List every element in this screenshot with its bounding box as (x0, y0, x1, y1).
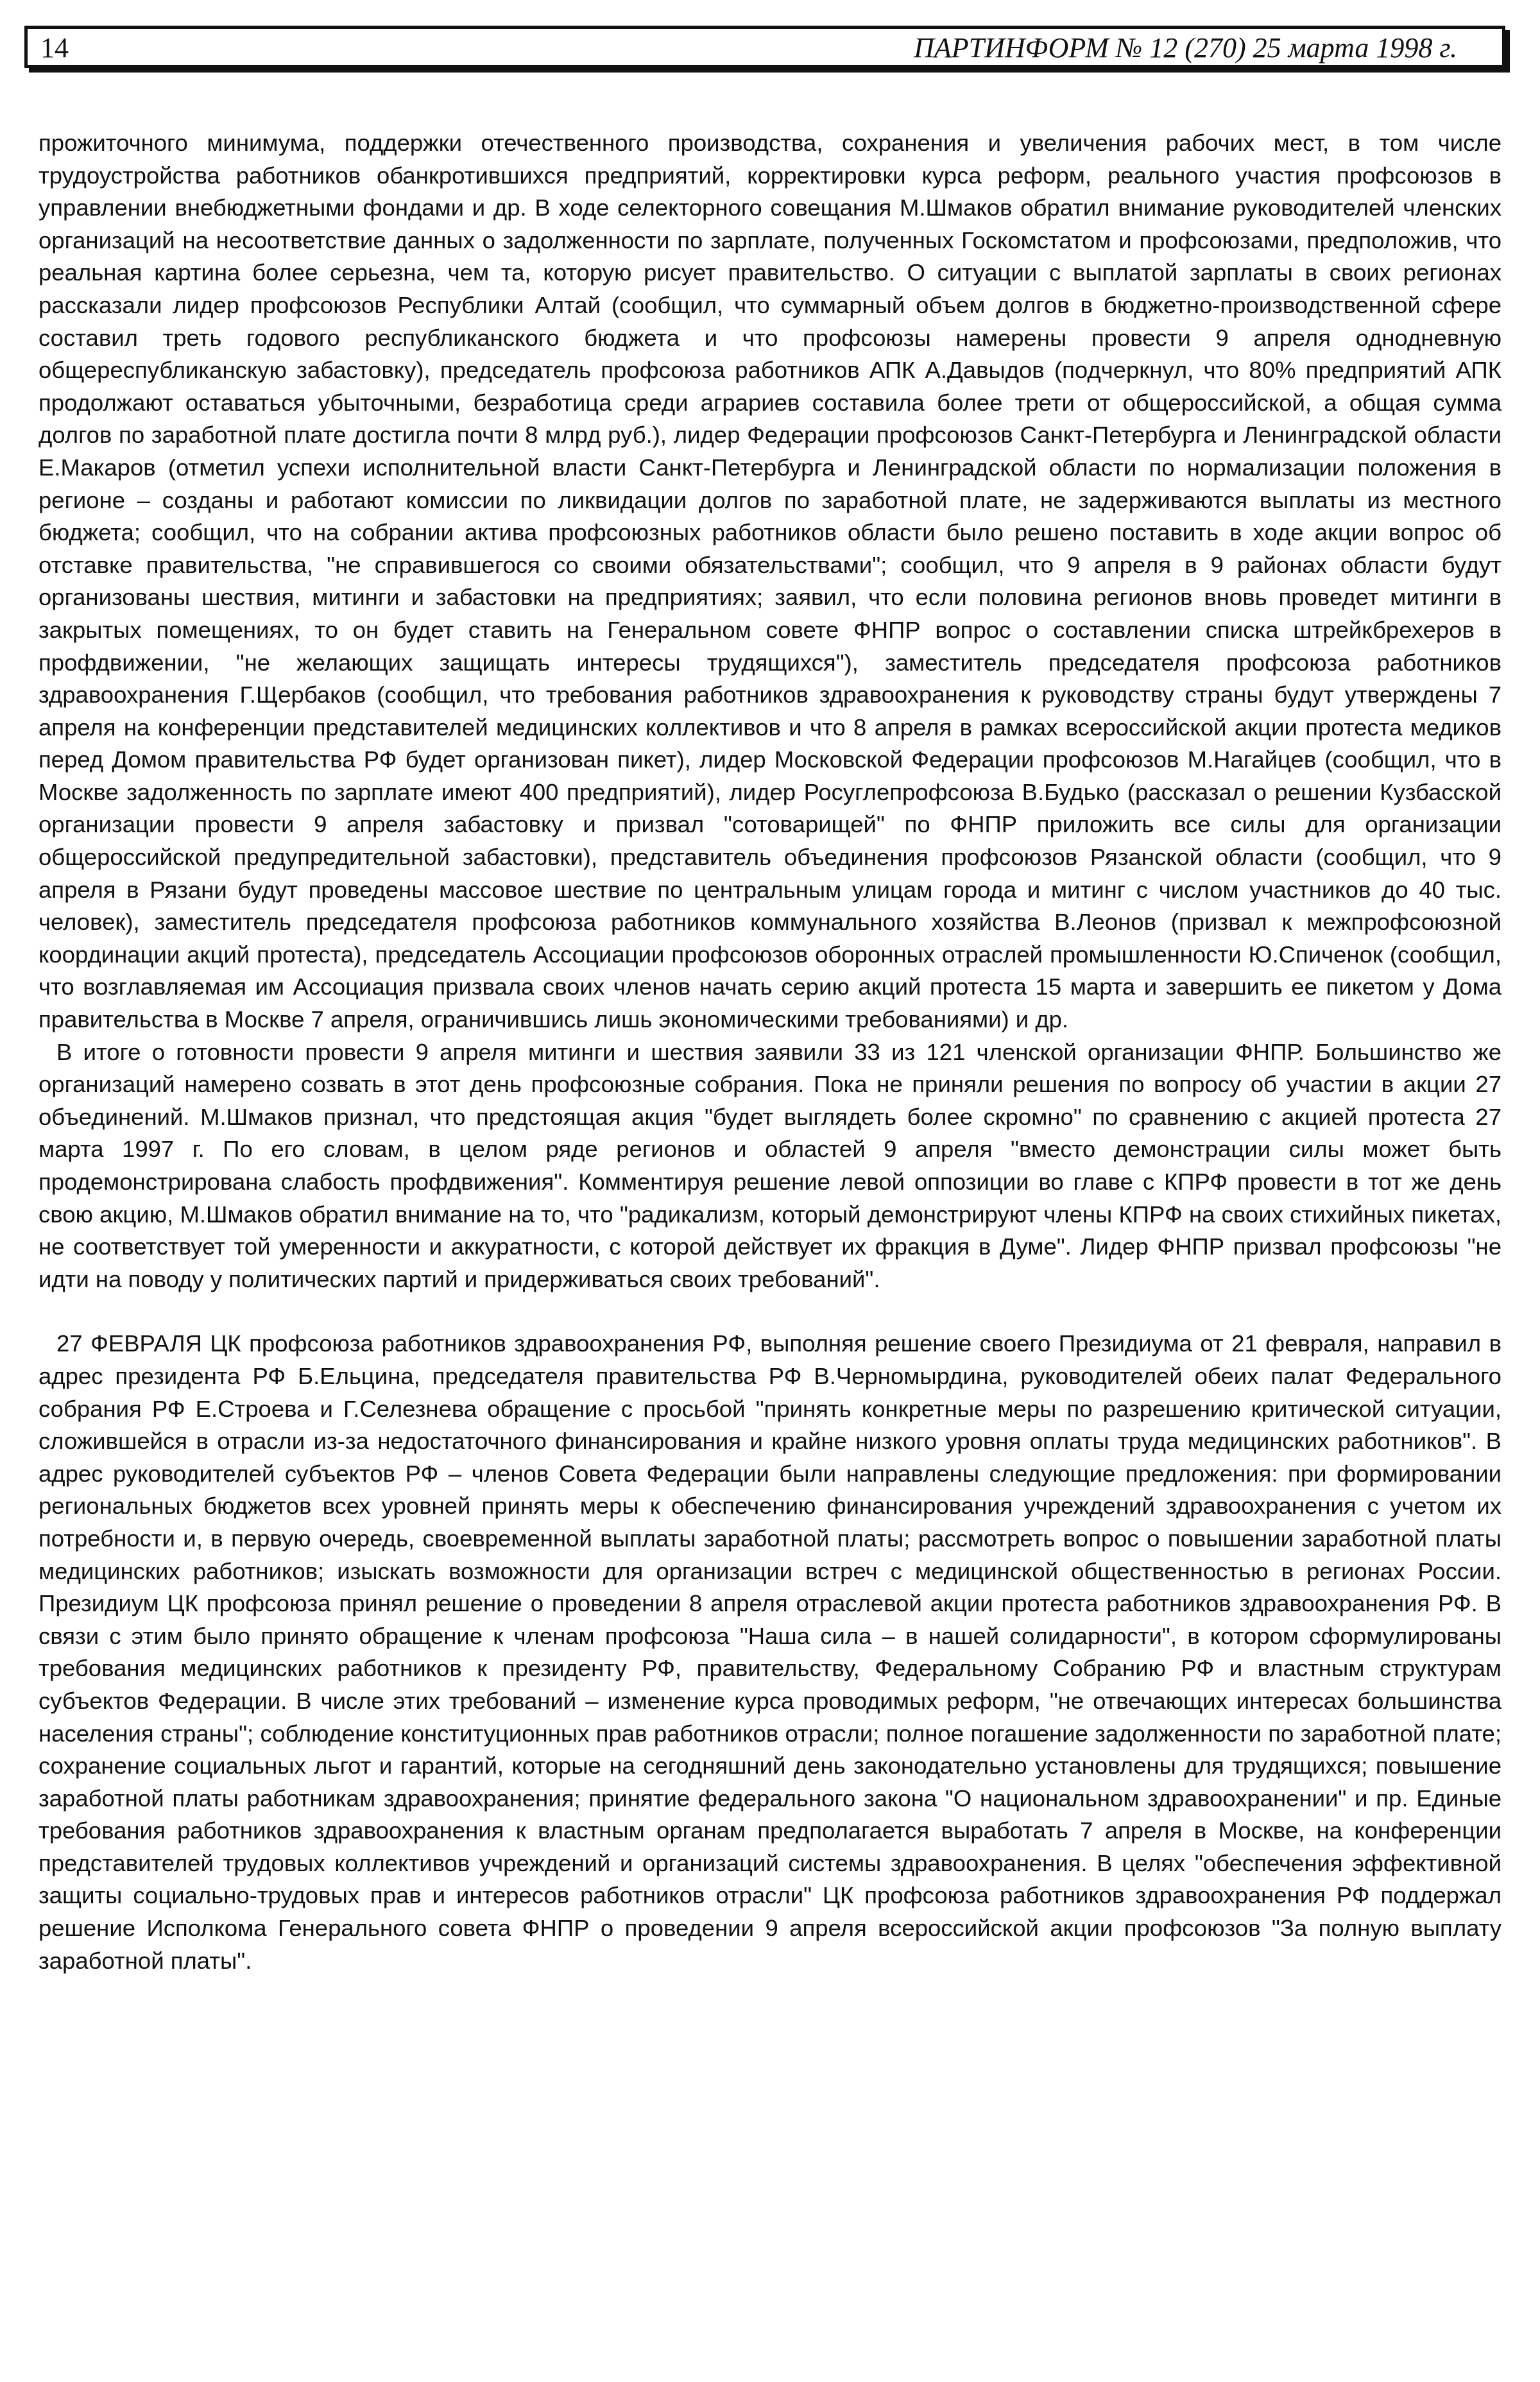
page-number: 14 (40, 32, 69, 64)
paragraph-continuation: прожиточного минимума, поддержки отечественного производства, сохранения и увеличения рабочих мест, в том числе трудоустройства работников обанкротившихся предприятий, корректировки курса реформ, реального участия профсоюзов в управлении внебюджетными фондами и др. В ходе селекторного совещания М.Шмаков обратил внимание руководителей членских организаций на несоответствие данных о задолженности по зарплате, полученных Госкомстатом и профсоюзами, предположив, что реальная картина более серьезна, чем та, которую рисует правительство. О ситуации с выплатой зарплаты в своих регионах рассказали лидер профсоюзов Республики Алтай (сообщил, что суммарный объем долгов в бюджетно-производственной сфере составил треть годового республиканского бюджета и что профсоюзы намерены провести 9 апреля однодневную общереспубликанскую забастовку), председатель профсоюза работников АПК А.Давыдов (подчеркнул, что 80% предприятий АПК продолжают оставаться убыточными, безработица среди аграриев составила более трети от общероссийской, а общая сумма долгов по заработной плате достигла почти 8 млрд руб.), лидер Федерации профсоюзов Санкт-Петербурга и Ленинградской области Е.Макаров (отметил успехи исполнительной власти Санкт-Петербурга и Ленинградской области по нормализации положения в регионе – созданы и работают комиссии по ликвидации долгов по заработной плате, не задерживаются выплаты из местного бюджета; сообщил, что на собрании актива профсоюзных работников области было решено поставить в ходе акции вопрос об отставке правительства, "не справившегося со своими обязательствами"; сообщил, что 9 апреля в 9 районах области будут организованы шествия, митинги и забастовки на предприятиях; заявил, что если половина регионов вновь проведет митинги в закрытых помещениях, то он будет ставить на Генеральном совете ФНПР вопрос о составлении списка штрейкбрехеров в профдвижении, "не желающих защищать интересы трудящихся"), заместитель председателя профсоюза работников здравоохранения Г.Щербаков (сообщил, что требования работников здравоохранения к руководству страны будут утверждены 7 апреля на конференции представителей медицинских коллективов и что 8 апреля в рамках всероссийской акции протеста медиков перед Домом правительства РФ будет организован пикет), лидер Московской Федерации профсоюзов М.Нагайцев (сообщил, что в Москве задолженность по зарплате имеют 400 предприятий), лидер Росуглепрофсоюза В.Будько (рассказал о решении Кузбасской организации провести 9 апреля забастовку и призвал "сотоварищей" по ФНПР приложить все силы для организации общероссийской предупредительной забастовки), представитель объединения профсоюзов Рязанской области (сообщил, что 9 апреля в Рязани будут проведены массовое шествие по центральным улицам города и митинг с числом участников до 40 тыс. человек), заместитель председателя профсоюза работников коммунального хозяйства В.Леонов (призвал к межпрофсоюзной координации акций протеста), председатель Ассоциации профсоюзов оборонных отраслей промышленности Ю.Спиченок (сообщил, что возглавляемая им Ассоциация призвала своих членов начать серию акций протеста 15 марта и завершить ее пикетом у Дома правительства в Москве 7 апреля, ограничившись лишь экономическими требованиями) и др. (38, 130, 1502, 1033)
paragraph-summary: В итоге о готовности провести 9 апреля митинги и шествия заявили 33 из 121 членской организации ФНПР. Большинство же организаций намерено созвать в этот день профсоюзные собрания. Пока не приняли решения по вопросу об участии в акции 27 объединений. М.Шмаков признал, что предстоящая акция "будет выглядеть более скромно" по сравнению с акцией протеста 27 марта 1997 г. По его словам, в целом ряде регионов и областей 9 апреля "вместо демонстрации силы может быть продемонстрирована слабость профдвижения". Комментируя решение левой оппозиции во главе с КПРФ провести в тот же день свою акцию, М.Шмаков обратил внимание на то, что "радикализм, который демонстрируют члены КПРФ на своих стихийных пикетах, не соответствует той умеренности и аккуратности, с которой действует их фракция в Думе". Лидер ФНПР призвал профсоюзы "не идти на поводу у политических партий и придерживаться своих требований". (38, 1038, 1502, 1292)
article-body (38, 127, 1502, 1977)
journal-issue-title: ПАРТИНФОРМ № 12 (270) 25 марта 1998 г. (914, 32, 1457, 64)
paragraph-february-27: 27 ФЕВРАЛЯ ЦК профсоюза работников здравоохранения РФ, выполняя решение своего Президиума от 21 февраля, направил в адрес президента РФ Б.Ельцина, председателя правительства РФ В.Черномырдина, руководителей обеих палат Федерального собрания РФ Е.Строева и Г.Селезнева обращение с просьбой "принять конкретные меры по разрешению критической ситуации, сложившейся в отрасли из-за недостаточного финансирования и крайне низкого уровня оплаты труда медицинских работников". В адрес руководителей субъектов РФ – членов Совета Федерации были направлены следующие предложения: при формировании региональных бюджетов всех уровней принять меры к обеспечению финансирования учреждений здравоохранения с учетом их потребности и, в первую очередь, своевременной выплаты заработной платы; рассмотреть вопрос о повышении заработной платы медицинских работников; изыскать возможности для организации встреч с медицинской общественностью в регионах России. Президиум ЦК профсоюза принял решение о проведении 8 апреля отраслевой акции протеста работников здравоохранения РФ. В связи с этим было принято обращение к членам профсоюза "Наша сила – в нашей солидарности", в котором сформулированы требования медицинских работников к президенту РФ, правительству, Федеральному Собранию РФ и властным структурам субъектов Федерации. В числе этих требований – изменение курса проводимых реформ, "не отвечающих интересах большинства населения страны"; соблюдение конституционных прав работников отрасли; полное погашение задолженности по заработной плате; сохранение социальных льгот и гарантий, которые на сегодняшний день законодательно установлены для трудящихся; повышение заработной платы работникам здравоохранения; принятие федерального закона "О национальном здравоохранении" и пр. Единые требования работников здравоохранения к властным органам предполагается выработать 7 апреля в Москве, на конференции представителей трудовых коллективов учреждений и организаций системы здравоохранения. В целях "обеспечения эффективной защиты социально-трудовых прав и интересов работников отрасли" ЦК профсоюза работников здравоохранения РФ поддержал решение Исполкома Генерального совета ФНПР о проведении 9 апреля всероссийской акции профсоюзов "За полную выплату заработной платы". (38, 1330, 1502, 1974)
page-header (24, 26, 1505, 68)
